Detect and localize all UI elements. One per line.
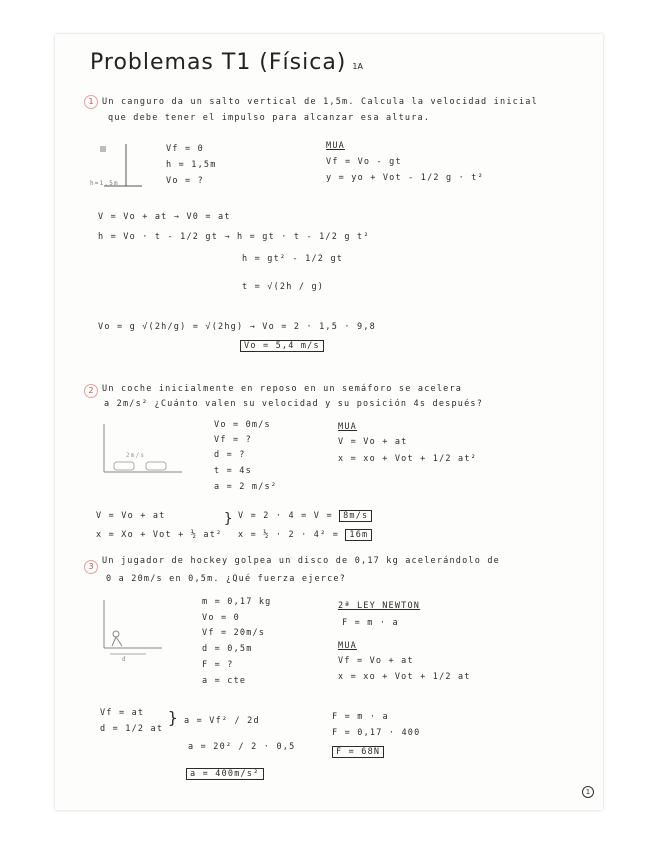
car-sketch [96, 422, 186, 478]
p2-mua-eq1: V = Vo + at [338, 437, 408, 447]
p3-data-vo: Vo = 0 [202, 613, 240, 623]
p3-step1: Vf = at [100, 708, 145, 718]
problem-1-statement-line1: Un canguro da un salto vertical de 1,5m. Calcula la velocidad inicial [102, 97, 538, 107]
p1-data-vo: Vo = ? [166, 176, 204, 186]
p1-step2: h = Vo · t - 1/2 gt → h = gt · t - 1/2 g t² [98, 232, 370, 242]
p1-mua-eq1: Vf = Vo - gt [326, 157, 402, 167]
p1-step3: h = gt² - 1/2 gt [242, 254, 344, 264]
page-title: Problemas T1 (Física) 1A [90, 50, 363, 75]
p2-mua-eq2: x = xo + Vot + 1/2 at² [338, 454, 477, 464]
p2-data-t: t = 4s [214, 466, 252, 476]
p3-data-vf: Vf = 20m/s [202, 628, 266, 638]
p3-data-d: d = 0,5m [202, 644, 253, 654]
p3-force-eq1: F = m · a [332, 712, 389, 722]
p3-answer-acceleration: a = 400m/s² [186, 768, 264, 780]
p2-step2: x = Xo + Vot + ½ at² [96, 530, 223, 540]
hockey-sketch [96, 598, 166, 662]
p3-data-a: a = cte [202, 676, 247, 686]
p2-step1: V = Vo + at [96, 511, 166, 521]
p1-mua-eq2: y = yo + Vot - 1/2 g · t² [326, 173, 484, 183]
p1-data-h: h = 1,5m [166, 160, 217, 170]
problem-2-statement-line2: a 2m/s² ¿Cuánto valen su velocidad y su posición 4s después? [104, 399, 484, 409]
problem-2-number: 2 [84, 384, 98, 398]
p3-mua-eq1: Vf = Vo + at [338, 656, 414, 666]
p1-answer: Vo = 5,4 m/s [240, 340, 324, 352]
problem-2-statement-line1: Un coche inicialmente en reposo en un semáforo se acelera [102, 384, 463, 394]
p3-law-eq: F = m · a [342, 618, 399, 628]
problem-1-statement-line2: que debe tener el impulso para alcanzar esa altura. [108, 113, 431, 123]
p2-data-d: d = ? [214, 450, 246, 460]
p2-mua-heading: MUA [338, 422, 357, 432]
kangaroo-sketch-label: h=1,5m [90, 180, 119, 187]
p1-step4: t = √(2h / g) [242, 282, 325, 292]
p3-data-f: F = ? [202, 660, 234, 670]
p2-result2: x = ½ · 2 · 4² = 16m [238, 530, 372, 540]
p3-data-m: m = 0,17 kg [202, 597, 272, 607]
p2-data-vo: Vo = 0m/s [214, 420, 271, 430]
problem-3-statement-line1: Un jugador de hockey golpea un disco de 0,17 kg acelerándolo de [102, 556, 500, 566]
p3-step2: d = 1/2 at [100, 724, 164, 734]
p1-step5: Vo = g √(2h/g) = √(2hg) → Vo = 2 · 1,5 · 9,8 [98, 322, 376, 332]
p3-mua-heading: MUA [338, 641, 357, 651]
problem-3-statement-line2: 0 a 20m/s en 0,5m. ¿Qué fuerza ejerce? [106, 574, 347, 584]
p2-brace: } [224, 511, 234, 527]
p3-answer-force: F = 68N [332, 746, 384, 758]
page-number: 1 [582, 786, 594, 798]
problem-3-number: 3 [84, 560, 98, 574]
p2-answer-position: 16m [345, 529, 372, 541]
p2-answer-velocity: 8m/s [339, 510, 372, 522]
p2-data-vf: Vf = ? [214, 435, 252, 445]
p3-mua-eq2: x = xo + Vot + 1/2 at [338, 672, 471, 682]
p3-step3: a = Vf² / 2d [184, 716, 260, 726]
p3-force-eq2: F = 0,17 · 400 [332, 728, 421, 738]
p1-step1: V = Vo + at → V0 = at [98, 212, 231, 222]
problem-1-number: 1 [84, 95, 98, 109]
p2-data-a: a = 2 m/s² [214, 482, 278, 492]
p3-brace: } [168, 708, 179, 727]
p3-law-heading: 2ª LEY NEWTON [338, 601, 421, 611]
car-sketch-label: 2m/s [126, 452, 146, 459]
p2-result1: V = 2 · 4 = V = 8m/s [238, 511, 372, 521]
p1-mua-heading: MUA [326, 141, 345, 151]
hockey-sketch-label: d [122, 656, 127, 663]
p3-step4: a = 20² / 2 · 0,5 [188, 742, 296, 752]
p1-data-vf: Vf = 0 [166, 144, 204, 154]
